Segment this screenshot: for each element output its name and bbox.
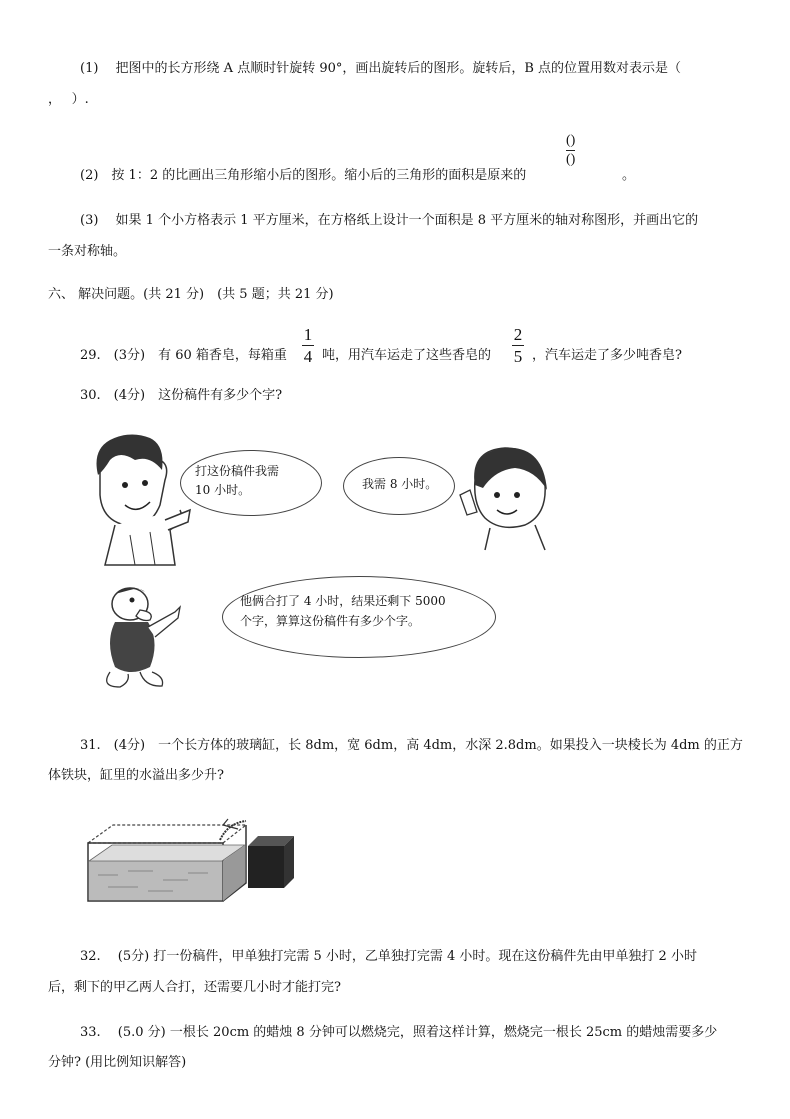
bubble-boy-line1: 打这份稿件我需: [195, 464, 280, 478]
q28-part2-text: (2) 按 1：2 的比画出三角形缩小后的图形。缩小后的三角形的面积是原来的: [80, 168, 527, 183]
q31-line1: 31. (4分) 一个长方体的玻璃缸，长 8dm，宽 6dm，高 4dm，水深 2.8dm。如果投入一块棱长为 4dm 的正方: [80, 738, 743, 753]
q32-line2: 后，剩下的甲乙两人合打，还需要几小时才能打完?: [48, 980, 341, 995]
duck-illustration: [100, 582, 190, 692]
q33-line2: 分钟? (用比例知识解答): [48, 1055, 187, 1070]
bubble-duck-line1: 他俩合打了 4 小时，结果还剩下 5000: [240, 594, 446, 608]
bubble-duck-line2: 个字，算算这份稿件有多少个字。: [240, 614, 421, 628]
q32-line1: 32. (5分) 打一份稿件，甲单独打完需 5 小时，乙单独打完需 4 小时。现在这份稿件先由甲单独打 2 小时: [80, 949, 697, 964]
q28-part3-line1: (3) 如果 1 个小方格表示 1 平方厘米，在方格纸上设计一个面积是 8 平方厘米的轴对称图形，并画出它的: [80, 213, 699, 228]
bubble-boy-line2: 10 小时。: [195, 483, 251, 497]
fraction-denominator: (): [566, 152, 576, 167]
q29-text-b: 吨，用汽车运走了这些香皂的: [322, 348, 492, 363]
q28-part1-line1: (1) 把图中的长方形绕 A 点顺时针旋转 90°，画出旋转后的图形。旋转后，B 点的位置用数对表示是（: [80, 61, 682, 76]
fraction-numerator: 1: [303, 325, 313, 344]
q28-part2-fraction: [566, 134, 575, 167]
q28-part2-end: 。: [622, 168, 636, 183]
fraction-numerator: (): [566, 133, 576, 148]
q31-line2: 体铁块，缸里的水溢出多少升?: [48, 768, 224, 783]
q28-part3-line2: 一条对称轴。: [48, 244, 127, 259]
fraction-denominator: 4: [303, 347, 313, 366]
boy-illustration: [80, 430, 190, 570]
girl-illustration: [455, 440, 555, 550]
iron-cube-illustration: [248, 836, 298, 896]
fraction-denominator: 5: [513, 347, 523, 366]
q29-text-a: 29. (3分) 有 60 箱香皂，每箱重: [80, 348, 287, 363]
cube-string-illustration: [218, 818, 248, 843]
q30-text: 30. (4分) 这份稿件有多少个字?: [80, 388, 283, 403]
q28-part1-line2: ， ）.: [48, 92, 89, 107]
bubble-girl-line1: 我需 8 小时。: [362, 477, 438, 491]
q33-line1: 33. (5.0 分) 一根长 20cm 的蜡烛 8 分钟可以燃烧完，照着这样计算，燃烧完一根长 25cm 的蜡烛需要多少: [80, 1025, 718, 1040]
fraction-numerator: 2: [513, 325, 523, 344]
q29-text-c: ，汽车运走了多少吨香皂?: [532, 348, 682, 363]
section-6-title: 六、 解决问题。(共 21 分) (共 5 题；共 21 分): [48, 287, 334, 302]
q29-fraction-1: [302, 326, 314, 365]
q29-fraction-2: [512, 326, 524, 365]
